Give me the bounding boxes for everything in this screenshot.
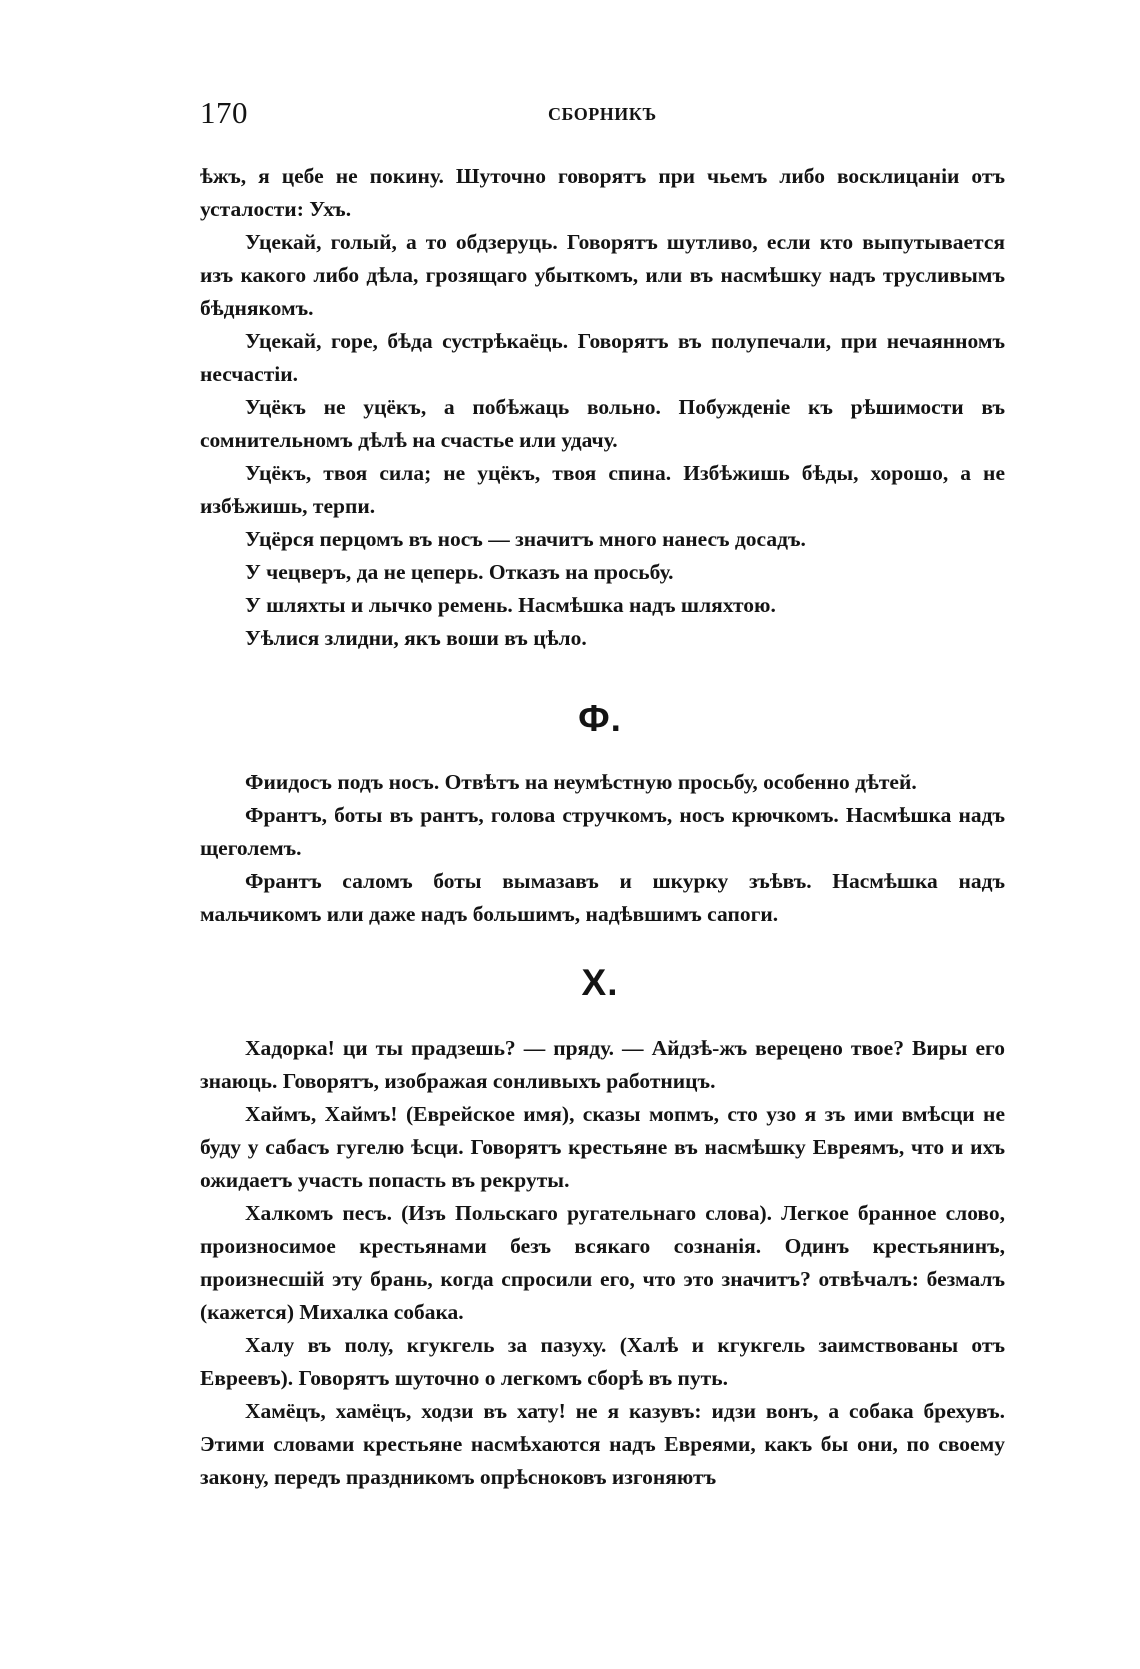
- entry-paragraph: Хамёцъ, хамёцъ, ходзи въ хату! не я казувъ: идзи вонъ, а собака брехувъ. Этими словами крестьяне насмѣхаются надъ Евреями, какъ бы они, по своему закону, передъ праздникомъ опрѣсноковъ изгоняютъ: [200, 1399, 1005, 1489]
- entry-paragraph: У чецверъ, да не цеперь. Отказъ на просьбу.: [245, 560, 674, 584]
- entry-paragraph: У шляхты и лычко ремень. Насмѣшка надъ шляхтою.: [245, 593, 776, 617]
- entry-paragraph: Хаймъ, Хаймъ! (Еврейское имя), сказы мопмъ, сто узо я зъ ими вмѣсци не буду у сабасъ гугелю ѣсци. Говорятъ крестьяне въ насмѣшку Евреямъ, что и ихъ ожидаетъ участь попасть въ рекруты.: [200, 1102, 1005, 1192]
- entry-paragraph: Уцекай, горе, бѣда сустрѣкаёць. Говорятъ въ полупечали, при нечаянномъ несчастіи.: [200, 329, 1005, 386]
- entry-paragraph: Уцёкъ, твоя сила; не уцёкъ, твоя спина. Избѣжишь бѣды, хорошо, а не избѣжишь, терпи.: [200, 461, 1005, 518]
- entry-paragraph: Уцекай, голый, а то обдзеруць. Говорятъ шутливо, если кто выпутывается изъ какого либо дѣла, грозящаго убыткомъ, или въ насмѣшку надъ трусливымъ бѣднякомъ.: [200, 230, 1005, 320]
- entry-paragraph: Уѣлися злидни, якъ воши въ цѣло.: [245, 626, 587, 650]
- running-head: [200, 95, 1000, 135]
- running-title: СБОРНИКЪ: [548, 104, 657, 124]
- entry-paragraph: Халкомъ песъ. (Изъ Польскаго ругательнаго слова). Легкое бранное слово, произносимое крестьянами безъ всякаго сознанія. Одинъ крестьянинъ, произнесшій эту брань, когда спросили его, что это значитъ? отвѣчалъ: безмалъ (кажется) Михалка собака.: [200, 1201, 1005, 1324]
- entry-paragraph: Франтъ, боты въ рантъ, голова стручкомъ, носъ крючкомъ. Насмѣшка надъ щеголемъ.: [200, 803, 1005, 860]
- section-heading-h: Х.: [581, 962, 619, 1003]
- section-u-entries: [200, 160, 1005, 655]
- entry-paragraph: Уцёрся перцомъ въ носъ — значитъ много нанесъ досадъ.: [245, 527, 806, 551]
- entry-paragraph: Халу въ полу, кгукгель за пазуху. (Халѣ и кгукгель заимствованы отъ Евреевъ). Говорятъ шуточно о легкомъ сборѣ въ путь.: [200, 1333, 1005, 1390]
- section-heading-f: Ф.: [578, 698, 622, 739]
- page-number: 170: [200, 95, 248, 130]
- entry-paragraph: Фиидосъ подъ носъ. Отвѣтъ на неумѣстную просьбу, особенно дѣтей.: [245, 770, 917, 794]
- entry-paragraph: Франтъ саломъ боты вымазавъ и шкурку зъѣвъ. Насмѣшка надъ мальчикомъ или даже надъ большимъ, надѣвшимъ сапоги.: [200, 869, 1005, 926]
- entry-paragraph: ѣжъ, я цебе не покину. Шуточно говорятъ при чьемъ либо восклицаніи отъ усталости: Ухъ.: [200, 164, 1005, 221]
- entry-paragraph: Хадорка! ци ты прадзешь? — пряду. — Айдзѣ-жъ верецено твое? Виры его знаюць. Говорятъ, изображая сонливыхъ работницъ.: [200, 1036, 1005, 1093]
- section-f-entries: [200, 766, 1005, 931]
- entry-paragraph: Уцёкъ не уцёкъ, а побѣжаць вольно. Побужденіе къ рѣшимости въ сомнительномъ дѣлѣ на счастье или удачу.: [200, 395, 1005, 452]
- section-h-entries: [200, 1032, 1005, 1494]
